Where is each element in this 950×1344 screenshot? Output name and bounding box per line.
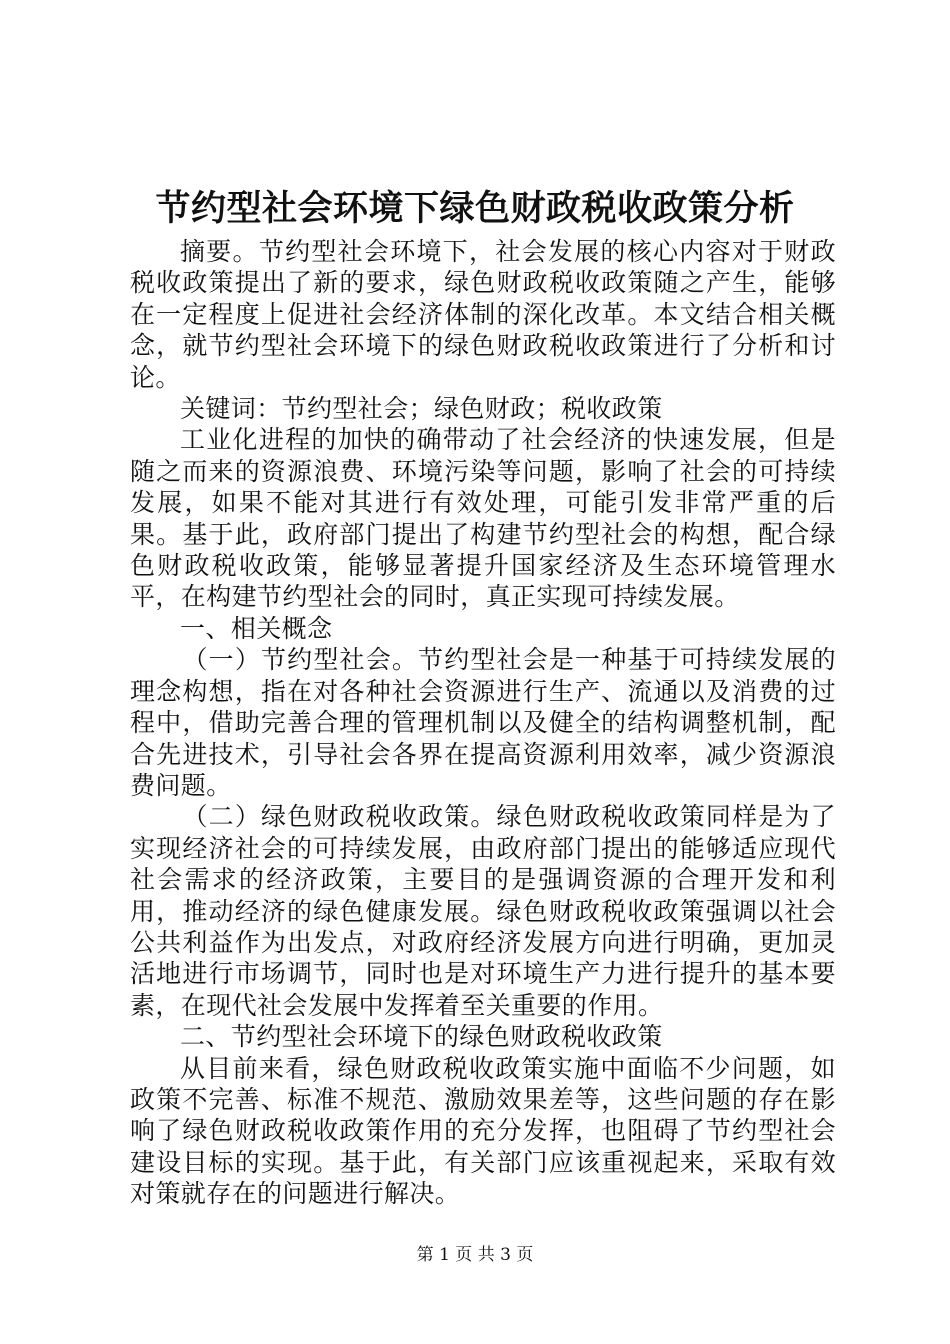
document-title: 节约型社会环境下绿色财政税收政策分析	[155, 188, 795, 229]
subsection-1-paragraph: （一）节约型社会。节约型社会是一种基于可持续发展的理念构想，指在对各种社会资源进行生产、流通以及消费的过程中，借助完善合理的管理机制以及健全的结构调整机制，配合先进技术，引导社会各界在提高资源利用效率，减少资源浪费问题。	[130, 645, 836, 800]
page-footer: 第 1 页 共 3 页	[416, 1245, 534, 1265]
subsection-2-paragraph: （二）绿色财政税收政策。绿色财政税收政策同样是为了实现经济社会的可持续发展，由政府部门提出的能够适应现代社会需求的经济政策，主要目的是强调资源的合理开发和利用，推动经济的绿色健康发展。绿色财政税收政策强调以社会公共利益作为出发点，对政府经济发展方向进行明确，更加灵活地进行市场调节，同时也是对环境生产力进行提升的基本要素，在现代社会发展中发挥着至关重要的作用。	[130, 802, 836, 1020]
keywords-paragraph: 关键词：节约型社会；绿色财政；税收政策	[180, 394, 663, 424]
intro-paragraph: 工业化进程的加快的确带动了社会经济的快速发展，但是随之而来的资源浪费、环境污染等问题，影响了社会的可持续发展，如果不能对其进行有效处理，可能引发非常严重的后果。基于此，政府部门提出了构建节约型社会的构想，配合绿色财政税收政策，能够显著提升国家经济及生态环境管理水平，在构建节约型社会的同时，真正实现可持续发展。	[130, 425, 836, 612]
section-heading-2: 二、节约型社会环境下的绿色财政税收政策	[180, 1022, 663, 1052]
section-heading-1: 一、相关概念	[180, 613, 333, 643]
abstract-paragraph: 摘要。节约型社会环境下，社会发展的核心内容对于财政税收政策提出了新的要求，绿色财政税收政策随之产生，能够在一定程度上促进社会经济体制的深化改革。本文结合相关概念，就节约型社会环境下的绿色财政税收政策进行了分析和讨论。	[130, 237, 836, 392]
section-2-paragraph: 从目前来看，绿色财政税收政策实施中面临不少问题，如政策不完善、标准不规范、激励效果差等，这些问题的存在影响了绿色财政税收政策作用的充分发挥，也阻碍了节约型社会建设目标的实现。基于此，有关部门应该重视起来，采取有效对策就存在的问题进行解决。	[130, 1053, 836, 1209]
document-body	[130, 236, 836, 1210]
